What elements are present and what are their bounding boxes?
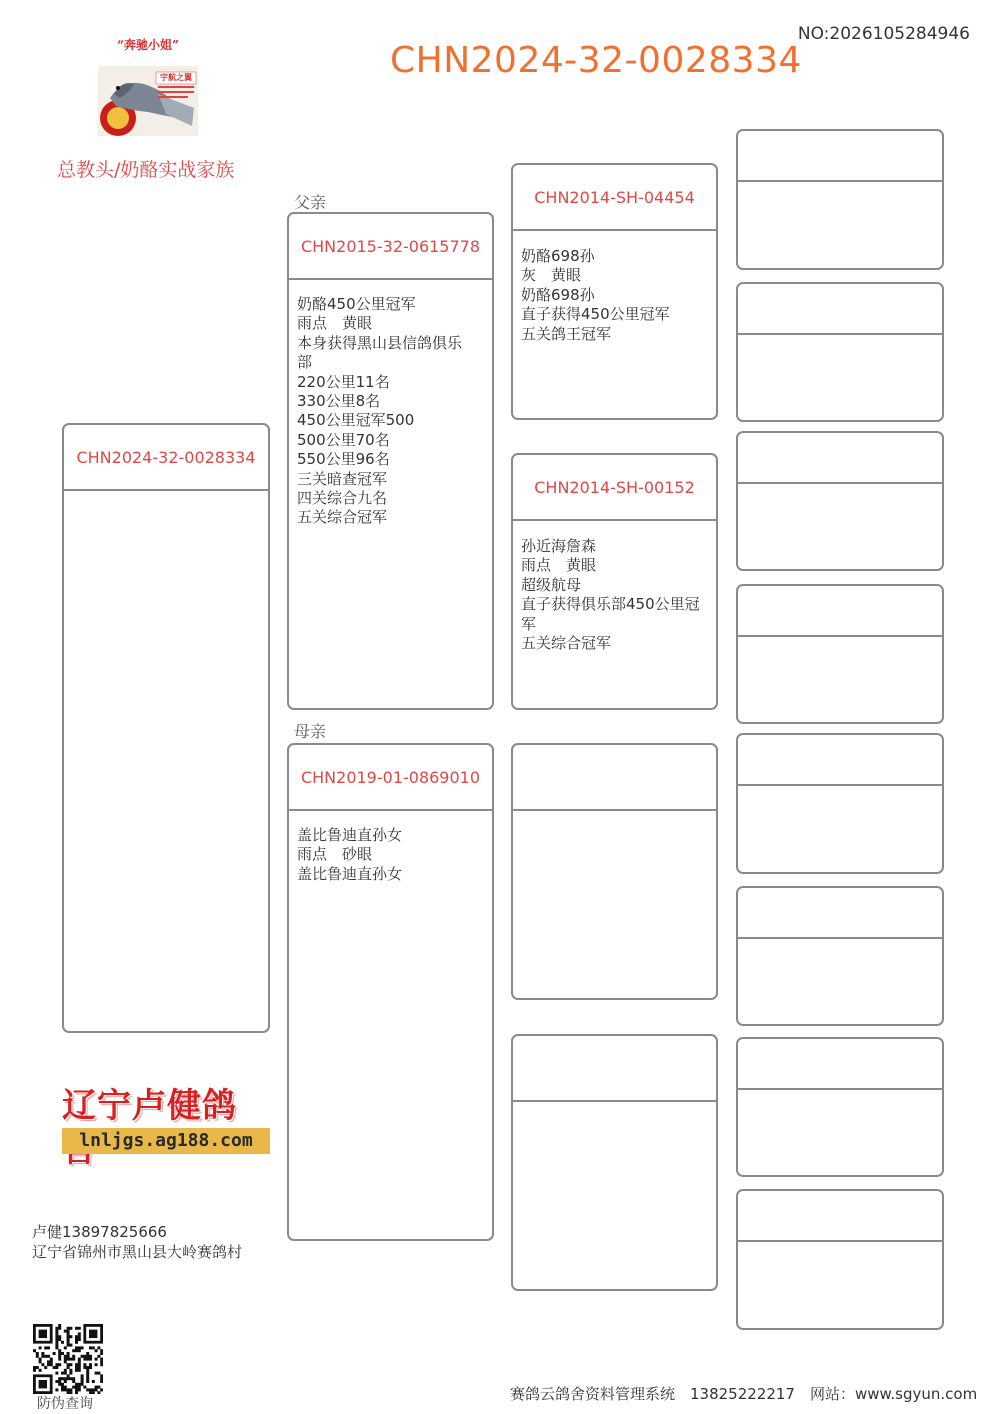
mother-label: 母亲: [294, 722, 327, 741]
note-line: 五关综合冠军: [297, 508, 388, 527]
great-grandparent-ring: [738, 131, 942, 182]
note-line: 三关暗查冠军: [297, 469, 388, 488]
note-line: 超级航母: [521, 575, 582, 594]
family-line: 总教头/奶酪实战家族: [57, 159, 235, 181]
grandparent-card: [511, 163, 718, 420]
mother-notes: [297, 826, 486, 884]
note-line: 本身获得黑山县信鸽俱乐: [297, 333, 463, 352]
logo-caption: “奔驰小姐”: [117, 38, 179, 52]
loft-contact: 卢健13897825666: [32, 1223, 167, 1241]
note-line: 五关鸽王冠军: [521, 324, 612, 343]
great-grandparent-card: [736, 1037, 944, 1177]
note-line: 直子获得俱乐部450公里冠: [521, 595, 700, 614]
great-grandparent-card: [736, 1189, 944, 1330]
father-ring: CHN2015-32-0615778: [289, 214, 492, 280]
note-line: 孙近海詹森: [521, 537, 597, 555]
note-line: 四关综合九名: [297, 489, 388, 508]
note-line: 330公里8名: [297, 392, 381, 411]
grandparent-ring: CHN2014-SH-04454: [513, 165, 716, 231]
note-line: 500公里70名: [297, 430, 390, 449]
note-line: 盖比鲁迪直孙女: [297, 826, 403, 844]
grandparent-ring: [513, 1036, 716, 1102]
great-grandparent-ring: [738, 1039, 942, 1090]
note-line: 奶酪450公里冠军: [297, 295, 416, 313]
logo-badge: 宇航之翼: [160, 73, 192, 82]
great-grandparent-card: [736, 733, 944, 874]
anti-fake-query-label: 防伪查询: [37, 1396, 93, 1412]
great-grandparent-ring: [738, 888, 942, 939]
great-grandparent-card: [736, 129, 944, 270]
great-grandparent-card: [736, 886, 944, 1026]
father-label: 父亲: [294, 193, 327, 212]
note-line: 直子获得450公里冠军: [521, 305, 670, 324]
father-card: [287, 212, 494, 710]
great-grandparent-card: [736, 431, 944, 571]
pigeon-logo: [96, 36, 200, 138]
note-line: 雨点 黄眼: [297, 314, 373, 333]
qr-code: [33, 1324, 103, 1394]
note-line: 灰 黄眼: [521, 266, 582, 285]
grandparent-card: [511, 453, 718, 710]
note-line: 550公里96名: [297, 450, 390, 469]
great-grandparent-card: [736, 282, 944, 422]
note-line: 奶酪698孙: [521, 247, 595, 265]
note-line: 部: [297, 353, 313, 372]
note-line: 220公里11名: [297, 372, 390, 391]
footer-system-info: 赛鸽云鸽舍资料管理系统 13825222217 网站：www.sgyun.com: [510, 1385, 978, 1403]
grandparent-ring: CHN2014-SH-00152: [513, 455, 716, 521]
great-grandparent-ring: [738, 433, 942, 484]
grandparent-notes: [521, 537, 710, 653]
loft-url-banner: lnljgs.ag188.com: [62, 1128, 270, 1154]
great-grandparent-card: [736, 584, 944, 724]
note-line: 盖比鲁迪直孙女: [297, 864, 403, 883]
great-grandparent-ring: [738, 586, 942, 637]
note-line: 450公里冠军500: [297, 411, 415, 430]
subject-pigeon-card: [62, 423, 270, 1033]
page-title-ring-number: CHN2024-32-0028334: [390, 40, 802, 81]
grandparent-notes: [521, 247, 710, 344]
subject-ring: CHN2024-32-0028334: [64, 425, 268, 491]
grandparent-card: [511, 743, 718, 1000]
loft-address: 辽宁省锦州市黑山县大岭赛鸽村: [32, 1243, 243, 1261]
mother-ring: CHN2019-01-0869010: [289, 745, 492, 811]
great-grandparent-ring: [738, 735, 942, 786]
mother-card: [287, 743, 494, 1241]
father-notes: [297, 295, 486, 528]
note-line: 雨点 黄眼: [521, 556, 597, 575]
note-line: 奶酪698孙: [521, 285, 595, 304]
grandparent-ring: [513, 745, 716, 811]
loft-name-banner: 辽宁卢健鸽: [62, 1086, 237, 1126]
note-line: 军: [521, 614, 537, 633]
great-grandparent-ring: [738, 284, 942, 335]
note-line: 雨点 砂眼: [297, 845, 373, 864]
great-grandparent-ring: [738, 1191, 942, 1242]
document-number: NO:2026105284946: [797, 24, 970, 44]
note-line: 五关综合冠军: [521, 634, 612, 653]
grandparent-card: [511, 1034, 718, 1291]
